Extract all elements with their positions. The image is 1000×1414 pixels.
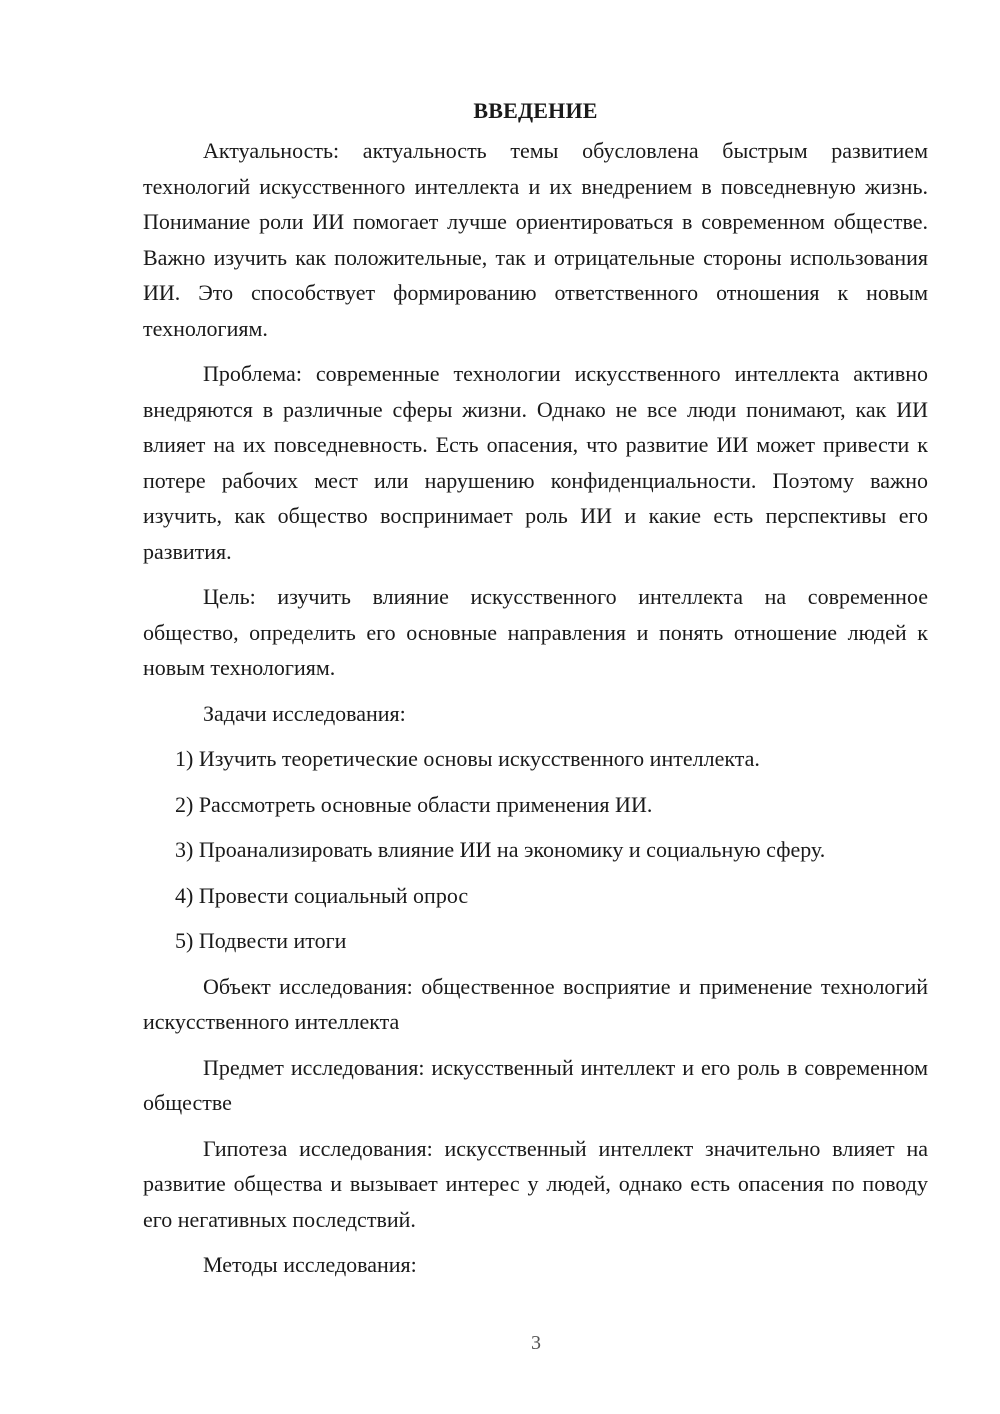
problem-paragraph: Проблема: современные технологии искусственного интеллекта активно внедряются в различные сферы жизни. Однако не все люди понимают, как ИИ влияет на их повседневность. Есть опасения, что развитие ИИ может привести к потере рабочих мест или нарушению конфиденциальности. Поэтому важно изучить, как общество воспринимает роль ИИ и какие есть перспективы его развития. [143,361,928,564]
tasks-list [143,741,928,959]
goal-paragraph: Цель: изучить влияние искусственного интеллекта на современное общество, определить его основные направления и понять отношение людей к новым технологиям. [143,584,928,680]
list-item: 2) Рассмотреть основные области применения ИИ. [175,791,653,817]
subject-paragraph: Предмет исследования: искусственный интеллект и его роль в современном обществе [143,1054,928,1115]
page-number: 3 [531,1332,541,1354]
list-item: 1) Изучить теоретические основы искусственного интеллекта. [175,746,760,771]
document-page [143,94,928,1293]
methods-heading: Методы исследования: [203,1252,417,1277]
list-item: 3) Проанализировать влияние ИИ на экономику и социальную сферу. [175,837,826,862]
object-paragraph: Объект исследования: общественное восприятие и применение технологий искусственного интеллекта [143,973,928,1034]
section-title: ВВЕДЕНИЕ [473,98,598,123]
tasks-heading: Задачи исследования: [203,700,406,726]
list-item: 5) Подвести итоги [175,928,347,953]
hypothesis-paragraph: Гипотеза исследования: искусственный интеллект значительно влияет на развитие общества и вызывает интерес у людей, однако есть опасения по поводу его негативных последствий. [143,1135,928,1232]
relevance-paragraph: Актуальность: актуальность темы обусловлена быстрым развитием технологий искусственного интеллекта и их внедрением в повседневную жизнь. Понимание роли ИИ помогает лучше ориентироваться в современном обществе. Важно изучить как положительные, так и отрицательные стороны использования ИИ. Это способствует формированию ответственного отношения к новым технологиям. [143,138,928,341]
list-item: 4) Провести социальный опрос [175,882,469,908]
